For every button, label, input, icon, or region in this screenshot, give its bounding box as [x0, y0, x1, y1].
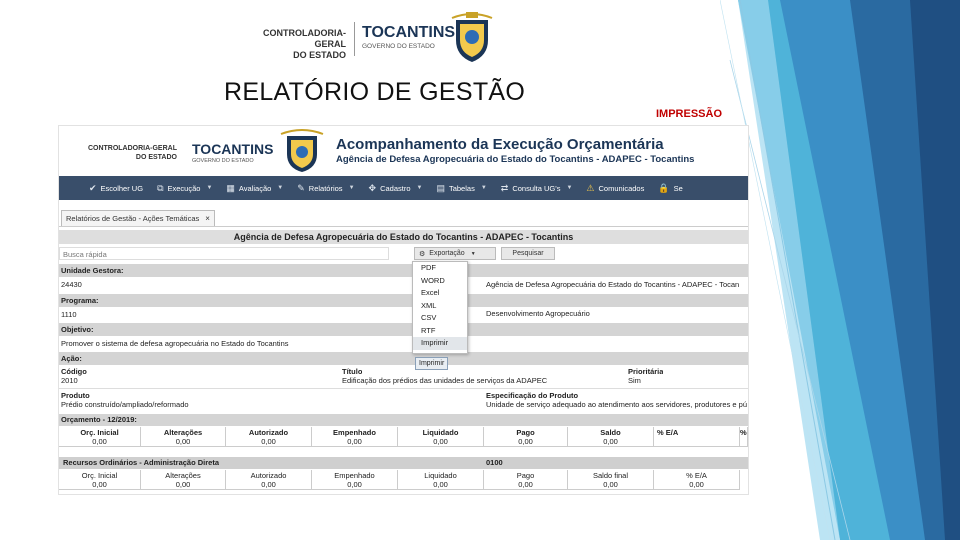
agency-bar: Agência de Defesa Agropecuária do Estado do Tocantins - ADAPEC - Tocantins: [59, 230, 748, 244]
nav-relatorios[interactable]: ✎ Relatórios ▼: [297, 182, 355, 193]
unidade-gestora-header: Unidade Gestora:: [59, 264, 748, 277]
titulo-value: Edificação dos prédios das unidades de serviços da ADAPEC: [342, 376, 548, 385]
objetivo-header: Objetivo:: [59, 323, 748, 336]
app-cge-logo: CONTROLADORIA-GERAL DO ESTADO: [87, 145, 177, 161]
recursos-col: Orç. Inicial 0,00: [59, 470, 141, 490]
governo-logo-text: GOVERNO DO ESTADO: [362, 43, 435, 50]
app-coat-of-arms-icon: [277, 128, 327, 174]
objetivo-text: Promover o sistema de defesa agropecuária no Estado do Tocantins: [61, 339, 289, 348]
main-navbar: [59, 176, 748, 200]
slide-subtitle: IMPRESSÃO: [656, 108, 723, 120]
coat-of-arms-icon: [450, 10, 494, 64]
codigo-value: 2010: [61, 376, 78, 385]
tab-bar: [59, 208, 748, 227]
caret-down-icon: ▼: [416, 185, 423, 191]
programa-code: 1110: [61, 310, 77, 319]
app-screenshot: [58, 125, 749, 495]
orcamento-table: [59, 427, 748, 447]
programa-name: Desenvolvimento Agropecuário: [486, 309, 590, 318]
lock-icon: 🔒: [658, 182, 670, 193]
caret-down-icon: ▼: [566, 185, 573, 191]
produto-label: Produto: [61, 391, 90, 400]
report-toolbar: [59, 247, 748, 261]
app-subtitle: Agência de Defesa Agropecuária do Estado do Tocantins - ADAPEC - Tocantins: [336, 154, 695, 165]
especificacao-value: Unidade de serviço adequado ao atendimento aos servidores, produtores e pú: [486, 400, 748, 409]
export-xml[interactable]: XML: [421, 300, 437, 310]
copy-icon: ⧉: [157, 182, 164, 193]
recursos-label: Recursos Ordinários - Administração Direta: [63, 458, 220, 467]
warning-icon: ⚠: [586, 182, 595, 193]
orcamento-col: Orç. Inicial 0,00: [59, 427, 141, 447]
tocantins-logo-text: TOCANTINS: [362, 24, 456, 41]
recursos-col: Pago 0,00: [484, 470, 568, 490]
app-governo-logo: GOVERNO DO ESTADO: [192, 158, 254, 164]
nav-consulta-ugs[interactable]: ⇄ Consulta UG's ▼: [500, 182, 573, 193]
recursos-col: Liquidado 0,00: [398, 470, 484, 490]
orcamento-col: Liquidado 0,00: [398, 427, 484, 447]
recursos-table: [59, 470, 748, 490]
slide-logo: [236, 8, 498, 66]
recursos-bar: [59, 457, 748, 469]
programa-header: Programa:: [59, 294, 748, 307]
table-icon: ▤: [436, 182, 445, 193]
orcamento-col: Autorizado 0,00: [226, 427, 312, 447]
gear-icon: ⚙: [419, 250, 426, 258]
check-icon: ✔: [89, 182, 97, 193]
recursos-col: Alterações 0,00: [141, 470, 226, 490]
app-title: Acompanhamento da Execução Orçamentária: [336, 136, 664, 153]
app-header: [59, 126, 748, 176]
export-button[interactable]: ⚙ Exportação ▼: [414, 247, 496, 260]
nav-avaliacao[interactable]: ▦ Avaliação ▼: [226, 182, 284, 193]
export-rtf[interactable]: RTF: [421, 325, 436, 335]
export-imprimir[interactable]: Imprimir: [413, 337, 467, 350]
unidade-gestora-code: 24430: [61, 280, 82, 289]
search-button[interactable]: Pesquisar: [501, 247, 555, 260]
caret-down-icon: ▼: [277, 185, 284, 191]
prioritaria-value: Sim: [628, 376, 641, 385]
orcamento-col: Alterações 0,00: [141, 427, 226, 447]
close-tab-icon[interactable]: ×: [205, 214, 210, 223]
nav-seguranca[interactable]: 🔒 Se: [658, 182, 683, 193]
nav-execucao[interactable]: ⧉ Execução ▼: [157, 182, 213, 193]
especificacao-label: Especificação do Produto: [486, 391, 579, 400]
recursos-code: 0100: [486, 458, 503, 467]
titulo-label: Título: [342, 367, 363, 376]
caret-down-icon: ▼: [470, 250, 476, 257]
tab-relatorios-gestao[interactable]: Relatórios de Gestão - Ações Temáticas ×: [61, 210, 215, 226]
imprimir-tooltip: Imprimir: [415, 357, 448, 370]
export-word[interactable]: WORD: [421, 275, 445, 285]
cge-logo-text: CONTROLADORIA-GERAL DO ESTADO: [263, 28, 346, 60]
move-icon: ✥: [368, 182, 377, 193]
orcamento-col: Pago 0,00: [484, 427, 568, 447]
recursos-col: Empenhado 0,00: [312, 470, 398, 490]
quick-search-input[interactable]: Busca rápida: [59, 247, 389, 260]
acao-row: [59, 366, 748, 389]
orcamento-col: %: [740, 427, 748, 447]
edit-icon: ✎: [297, 182, 305, 193]
acao-header: Ação:: [59, 352, 748, 365]
slide-title: RELATÓRIO DE GESTÃO: [224, 78, 526, 106]
caret-down-icon: ▼: [206, 185, 213, 191]
app-tocantins-logo: TOCANTINS: [192, 141, 274, 157]
orcamento-col: Saldo 0,00: [568, 427, 654, 447]
recursos-col: Saldo final 0,00: [568, 470, 654, 490]
nav-tabelas[interactable]: ▤ Tabelas ▼: [436, 182, 487, 193]
recursos-col: Autorizado 0,00: [226, 470, 312, 490]
caret-down-icon: ▼: [480, 185, 487, 191]
orcamento-header: Orçamento - 12/2019:: [59, 414, 748, 426]
exchange-icon: ⇄: [500, 182, 509, 193]
caret-down-icon: ▼: [348, 185, 355, 191]
nav-escolher-ug[interactable]: ✔ Escolher UG: [89, 182, 144, 193]
nav-comunicados[interactable]: ⚠ Comunicados: [586, 182, 645, 193]
produto-row: [59, 390, 748, 412]
orcamento-col: Empenhado 0,00: [312, 427, 398, 447]
nav-cadastro[interactable]: ✥ Cadastro ▼: [368, 182, 423, 193]
codigo-label: Código: [61, 367, 87, 376]
slide-decoration: [720, 0, 960, 540]
export-excel[interactable]: Excel: [421, 288, 440, 297]
export-pdf[interactable]: PDF: [421, 263, 436, 272]
export-menu: [412, 261, 468, 354]
produto-value: Prédio construído/ampliado/reformado: [61, 400, 189, 409]
export-csv[interactable]: CSV: [421, 313, 437, 322]
unidade-gestora-name: Agência de Defesa Agropecuária do Estado do Tocantins - ADAPEC - Tocan: [486, 280, 740, 289]
prioritaria-label: Prioritária: [628, 367, 664, 376]
chart-icon: ▦: [226, 182, 235, 193]
orcamento-col: % E/A: [654, 427, 740, 447]
recursos-col: % E/A 0,00: [654, 470, 740, 490]
